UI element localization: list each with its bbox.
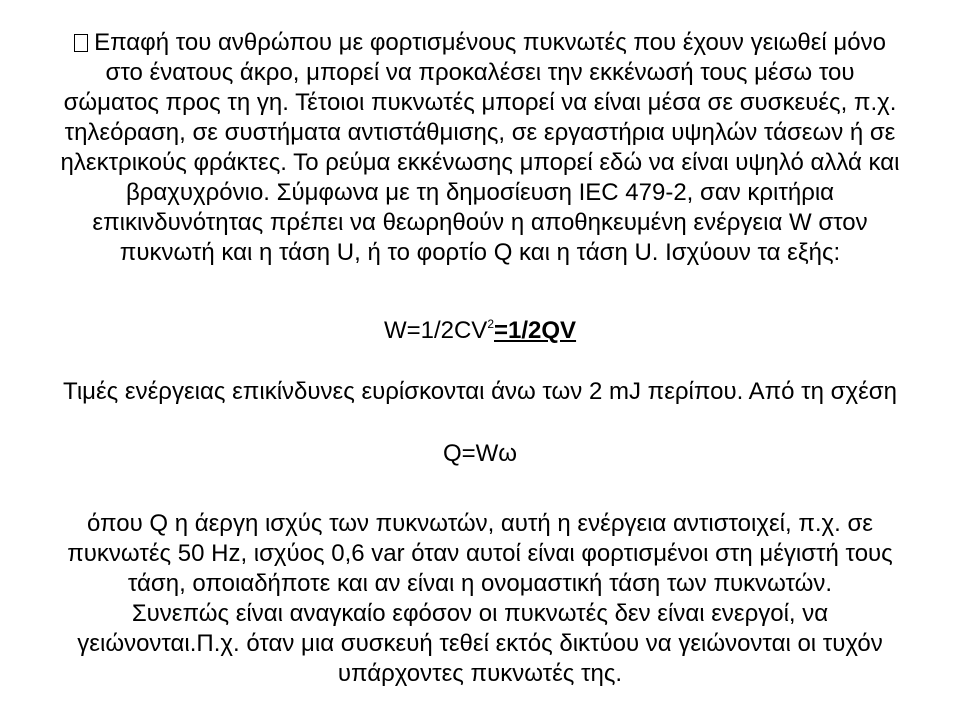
text-line: πυκνωτές 50 Hz, ισχύος 0,6 var όταν αυτοί είναι φορτισμένοι στη μέγιστή τους (67, 540, 893, 567)
text-line: επικινδυνότητας πρέπει να θεωρηθούν η αποθηκευμένη ενέργεια W στον (92, 209, 868, 236)
text-line: στο ένατους άκρο, μπορεί να προκαλέσει την εκκένωσή τους μέσω του (105, 59, 855, 86)
formula-part-emphasized: =1/2QV (494, 317, 577, 344)
formula-exponent: 2 (487, 317, 494, 331)
paragraph-capacitor-discharge (0, 28, 960, 268)
paragraph-grounding-requirement (0, 509, 960, 689)
energy-formula (0, 316, 960, 346)
formula-text: Q=Wω (442, 440, 518, 467)
text-line: Συνεπώς είναι αναγκαίο εφόσον οι πυκνωτές δεν είναι ενεργοί, να (131, 600, 829, 627)
text-line: πυκνωτή και η τάση U, ή το φορτίο Q και η τάση U. Ισχύουν τα εξής: (119, 239, 841, 266)
text-line: τάση, οποιαδήποτε και αν είναι η ονομαστική τάση των πυκνωτών. (127, 570, 833, 597)
text-line: υπάρχοντες πυκνωτές της. (337, 660, 623, 687)
text-line: Επαφή του ανθρώπου με φορτισμένους πυκνωτές που έχουν γειωθεί μόνο (0, 28, 960, 58)
text-line: σώματος προς τη γη. Τέτοιοι πυκνωτές μπορεί να είναι μέσα σε συσκευές, π.χ. (63, 89, 897, 116)
missing-glyph-box-icon (74, 34, 88, 52)
text-line: όπου Q η άεργη ισχύς των πυκνωτών, αυτή η ενέργεια αντιστοιχεί, π.χ. σε (87, 510, 873, 537)
text-line: Τιμές ενέργειας επικίνδυνες ευρίσκονται άνω των 2 mJ περίπου. Από τη σχέση (63, 378, 897, 405)
paragraph-energy-threshold (0, 377, 960, 407)
text-line: γειώνονται.Π.χ. όταν μια συσκευή τεθεί εκτός δικτύου να γειώνονται οι τυχόν (77, 630, 883, 657)
text-line: ηλεκτρικούς φράκτες. Το ρεύμα εκκένωσης μπορεί εδώ να είναι υψηλό αλλά και (60, 149, 900, 176)
text-line: τηλεόραση, σε συστήματα αντιστάθμισης, σε εργαστήρια υψηλών τάσεων ή σε (64, 119, 896, 146)
reactive-power-formula (0, 439, 960, 469)
text-line: βραχυχρόνιο. Σύμφωνα με τη δημοσίευση IEC 479-2, σαν κριτήρια (125, 179, 835, 206)
formula-part: W=1/2CV (383, 317, 488, 344)
